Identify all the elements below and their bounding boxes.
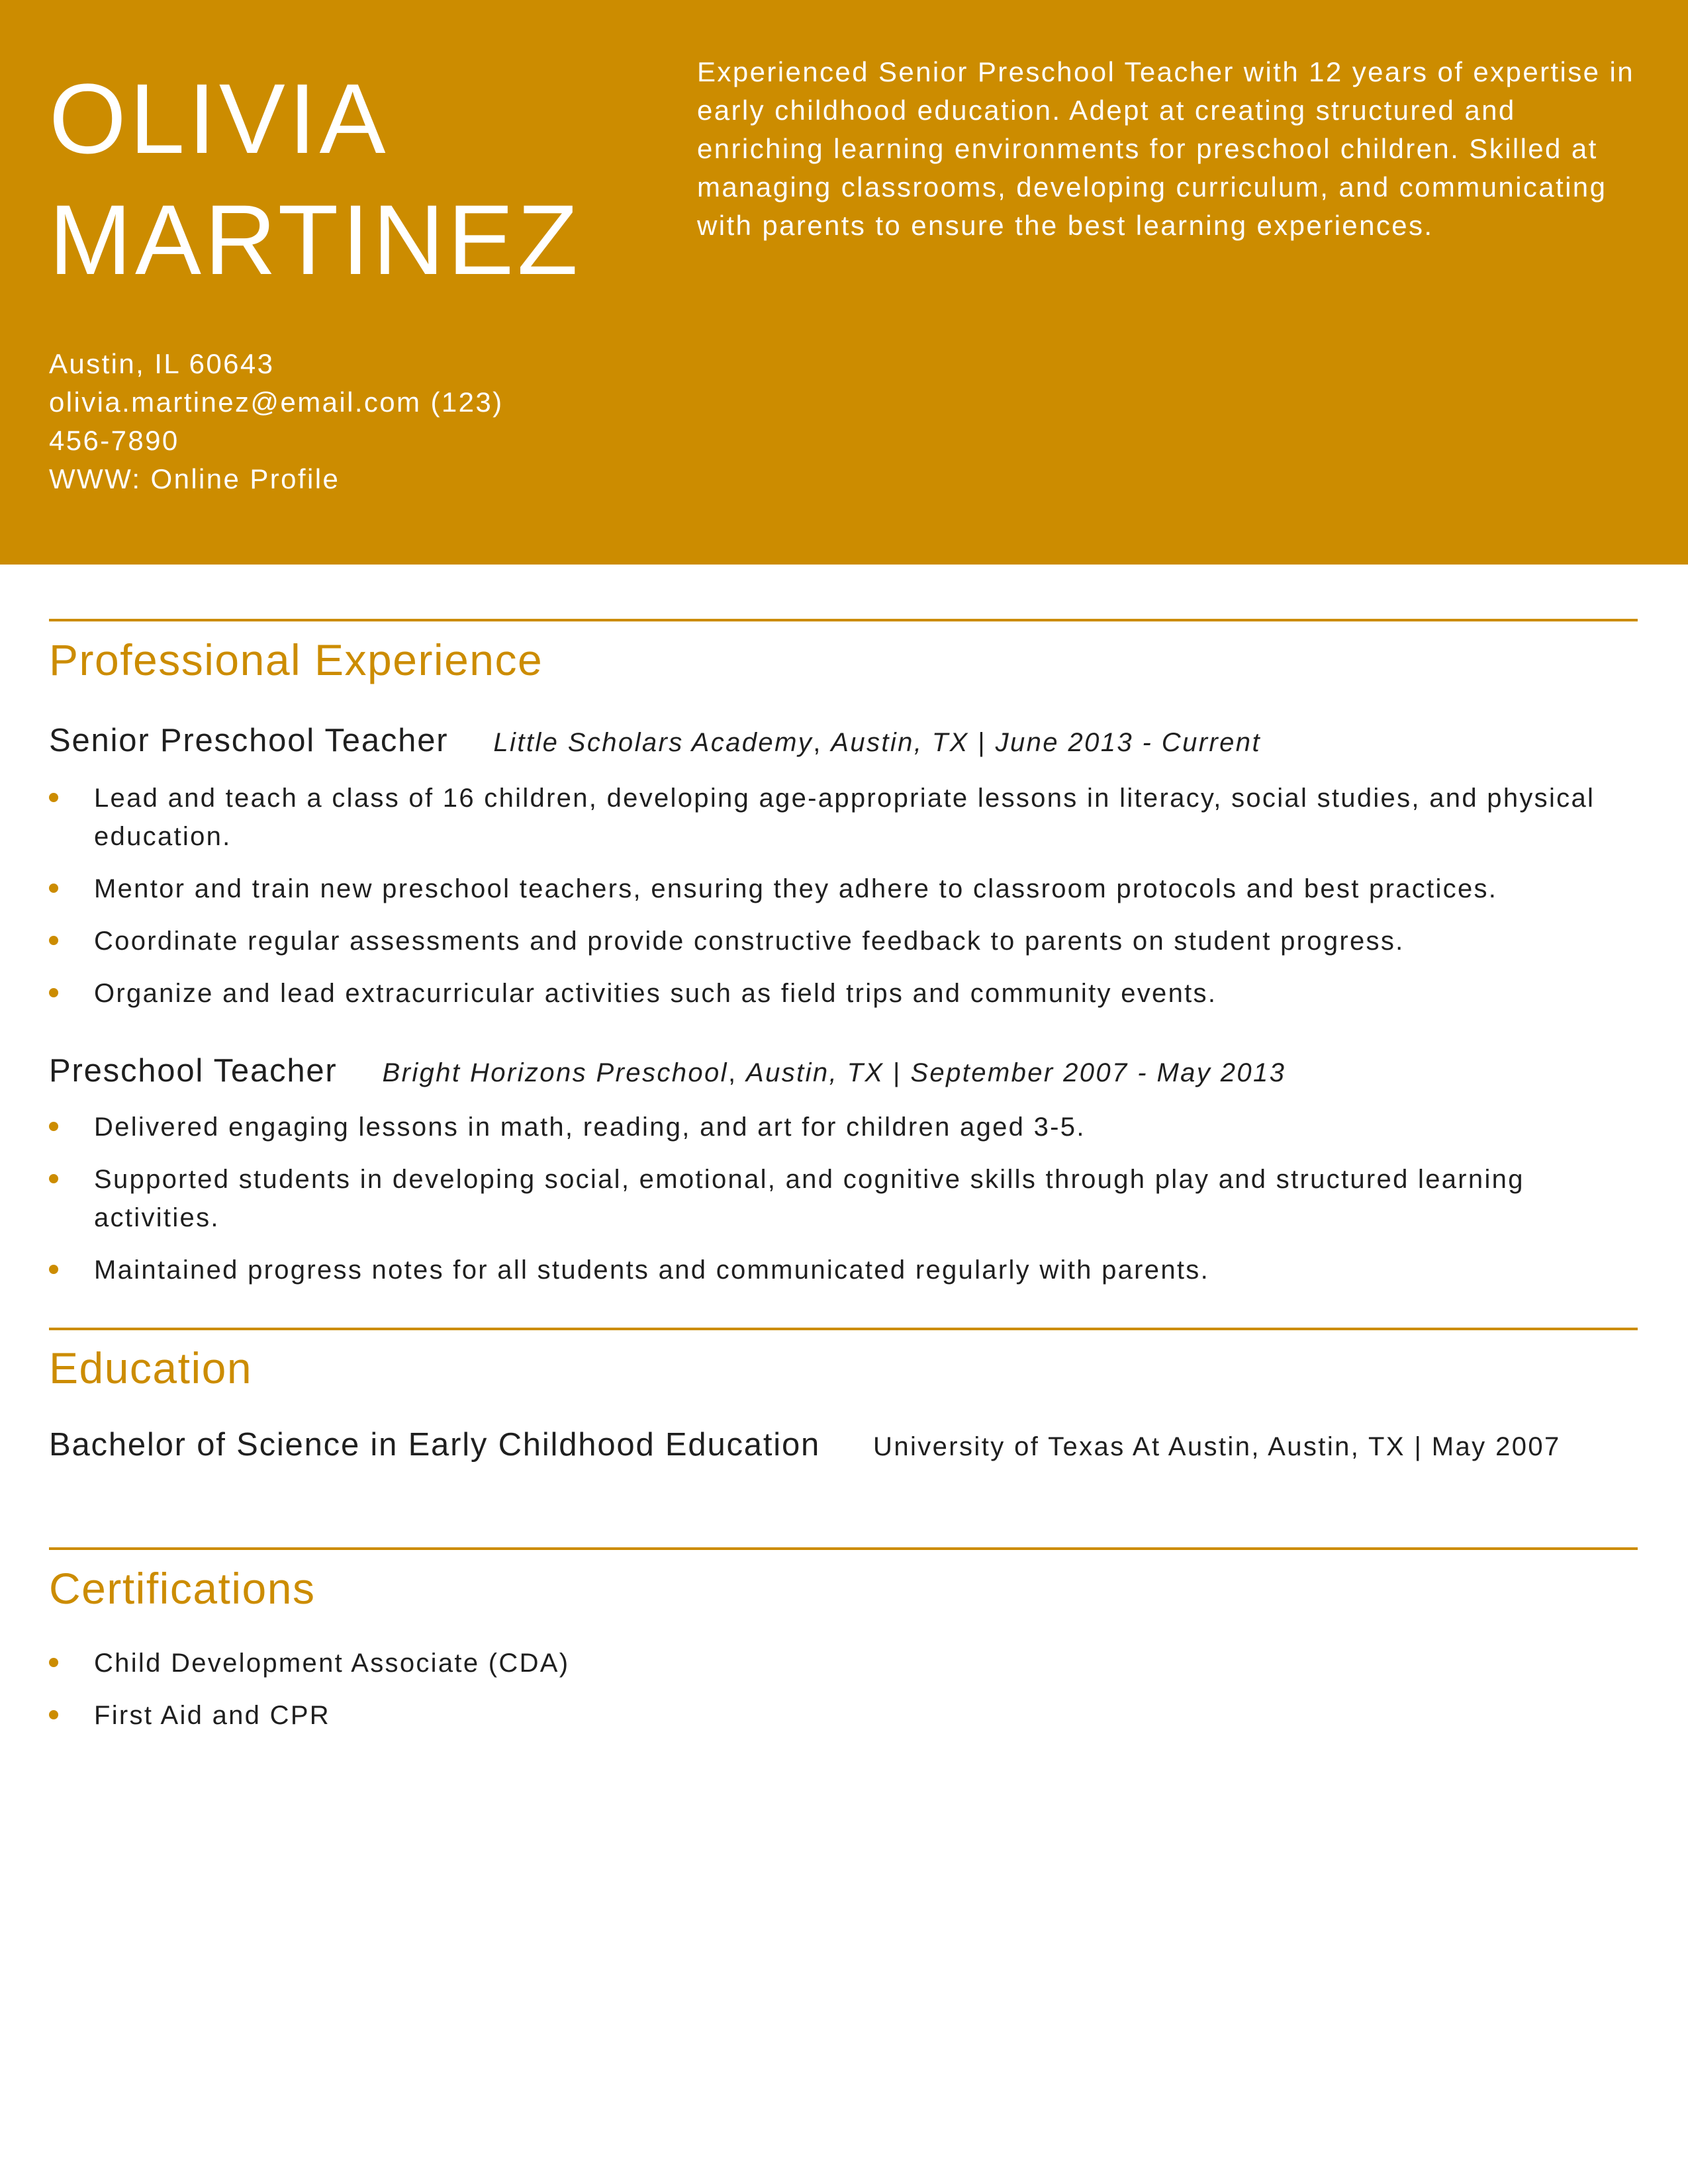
list-item: Lead and teach a class of 16 children, developing age-appropriate lessons in literacy, social studies, and physical education. [49,779,1631,856]
contact-website[interactable]: WWW: Online Profile [49,463,340,494]
section-title-certifications: Certifications [49,1564,316,1613]
bullet-icon [49,1658,58,1667]
bullet-icon [49,1710,58,1719]
section-divider [49,619,1638,621]
first-name: OLIVIA [49,63,389,174]
list-item: Mentor and train new preschool teachers, ensuring they adhere to classroom protocols and best practices. [49,870,1631,908]
education-entry [49,1424,1591,1473]
job-company: Bright Horizons Preschool [382,1058,728,1087]
job-bullets [49,1108,1631,1289]
education-degree: Bachelor of Science in Early Childhood Education [49,1427,821,1463]
candidate-name [49,58,645,300]
bullet-icon [49,793,58,802]
list-item: Maintained progress notes for all students and communicated regularly with parents. [49,1251,1631,1289]
job-meta: Little Scholars Academy, Austin, TX | June 2013 - Current [493,728,1261,757]
list-item: Delivered engaging lessons in math, reading, and art for children aged 3-5. [49,1108,1631,1146]
section-title-education: Education [49,1343,253,1392]
contact-email-phone[interactable]: olivia.martinez@email.com (123) 456-7890 [49,387,504,456]
job-bullets [49,779,1631,1013]
list-item: Supported students in developing social, emotional, and cognitive skills through play and structured learning activities. [49,1160,1631,1237]
section-title-experience: Professional Experience [49,635,543,684]
job-location: Austin, TX [831,728,969,757]
job-title: Senior Preschool Teacher [49,723,449,758]
bullet-icon [49,1122,58,1131]
list-item: First Aid and CPR [49,1696,1631,1735]
job-meta: Bright Horizons Preschool, Austin, TX | September 2007 - May 2013 [382,1058,1286,1087]
section-divider [49,1328,1638,1330]
bullet-icon [49,884,58,893]
bullet-icon [49,988,58,997]
job-company: Little Scholars Academy [493,728,814,757]
header-band [0,0,1688,565]
list-item: Organize and lead extracurricular activities such as field trips and community events. [49,974,1631,1013]
education-school: University of Texas At Austin, Austin, TX | May 2007 [873,1432,1561,1461]
job-dates: June 2013 - Current [995,728,1261,757]
list-item: Child Development Associate (CDA) [49,1644,1631,1682]
contact-address: Austin, IL 60643 [49,348,275,379]
job-header [49,719,1638,770]
professional-summary: Experienced Senior Preschool Teacher with 12 years of expertise in early childhood education. Adept at creating structured and enriching learning environments for preschool children. Skilled at managing classrooms, developing curriculum, and communicating with parents to ensure the best learning experiences. [697,56,1634,241]
bullet-icon [49,1265,58,1274]
job-location: Austin, TX [746,1058,884,1087]
job-header [49,1050,1638,1100]
bullet-icon [49,1174,58,1183]
list-item: Coordinate regular assessments and provide constructive feedback to parents on student progress. [49,922,1631,960]
last-name: MARTINEZ [49,184,581,295]
certification-list [49,1644,1631,1735]
contact-info [49,345,552,498]
job-title: Preschool Teacher [49,1053,338,1089]
section-divider [49,1547,1638,1550]
job-dates: September 2007 - May 2013 [910,1058,1286,1087]
bullet-icon [49,936,58,945]
